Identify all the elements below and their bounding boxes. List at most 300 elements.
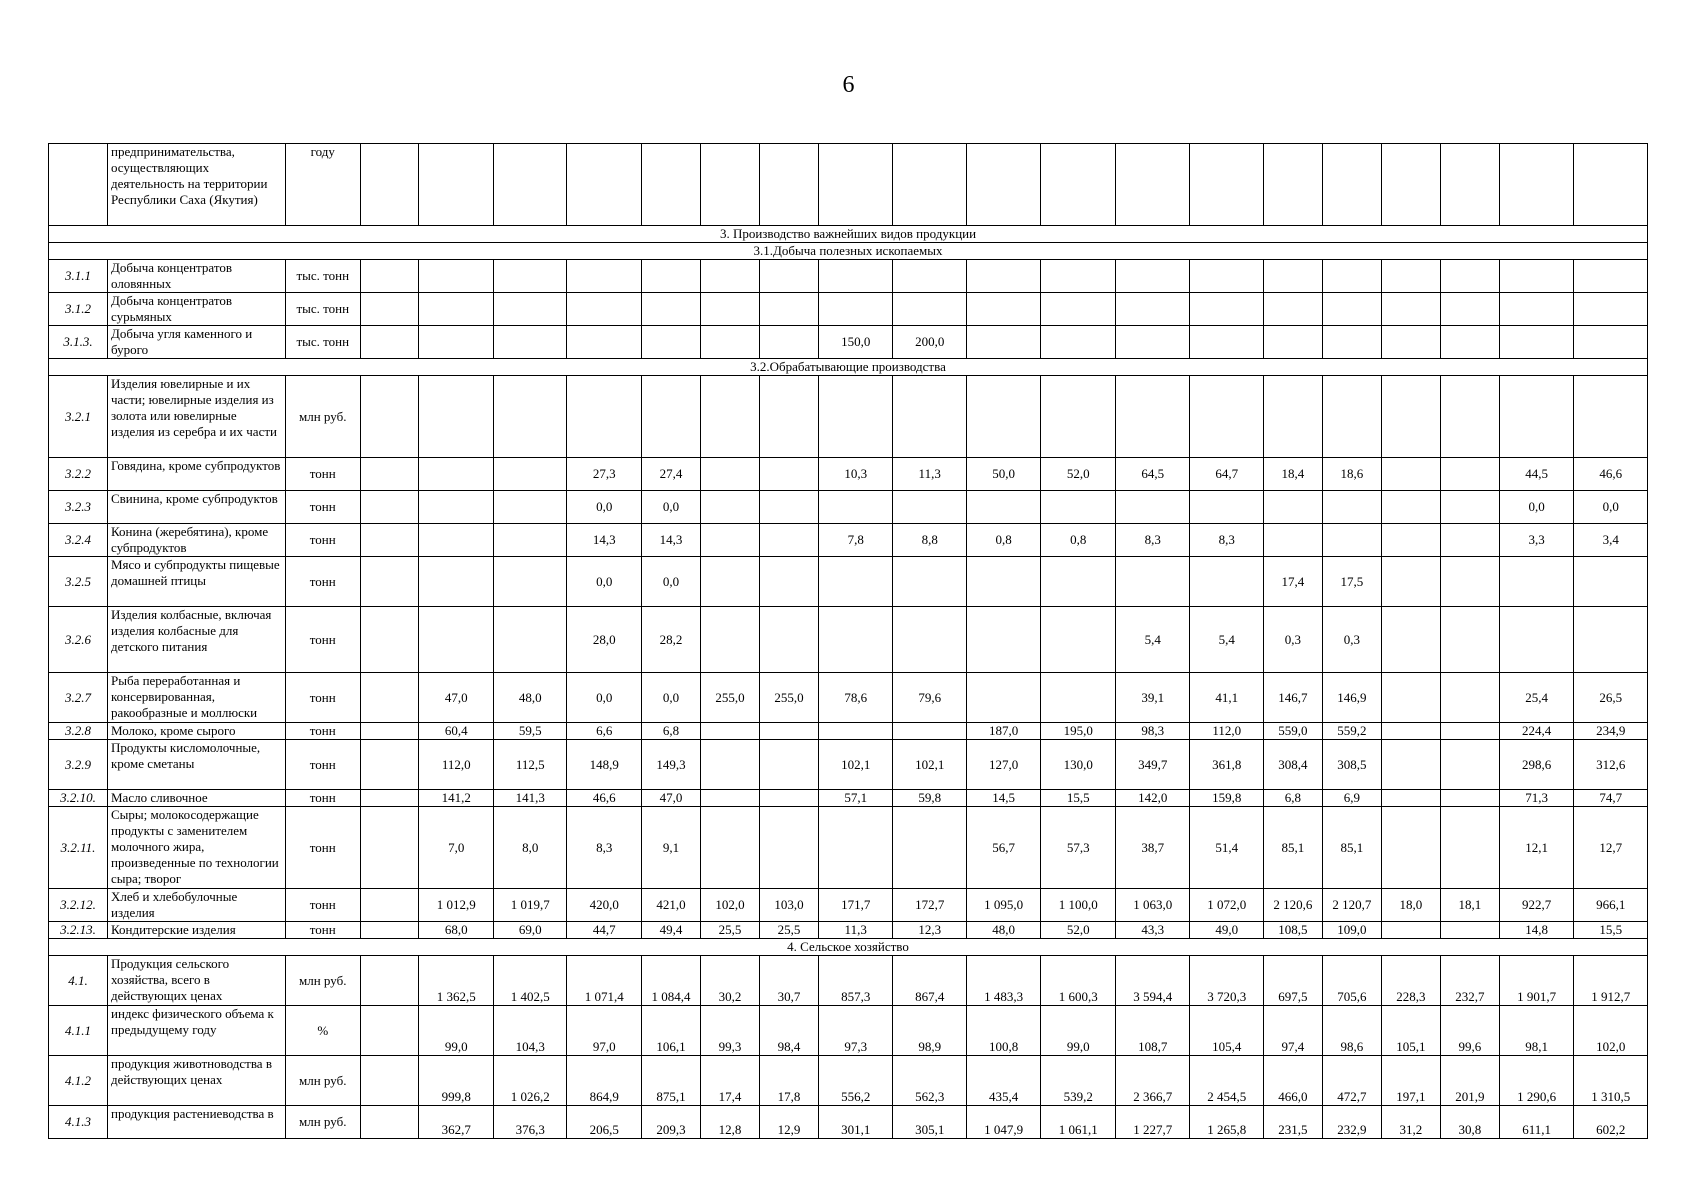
row-number: 4.1.2 bbox=[49, 1056, 108, 1106]
value-cell: 18,1 bbox=[1440, 889, 1499, 922]
value-cell bbox=[1381, 458, 1440, 491]
value-cell bbox=[494, 557, 567, 607]
value-cell: 8,3 bbox=[1115, 524, 1190, 557]
section-header-row bbox=[49, 243, 1648, 260]
value-cell bbox=[1440, 740, 1499, 790]
value-cell bbox=[1190, 144, 1263, 226]
value-cell bbox=[494, 144, 567, 226]
value-cell: 0,0 bbox=[1499, 491, 1574, 524]
value-cell bbox=[966, 491, 1041, 524]
value-cell: 98,6 bbox=[1322, 1006, 1381, 1056]
value-cell bbox=[567, 326, 642, 359]
value-cell: 1 483,3 bbox=[966, 956, 1041, 1006]
value-cell: 108,5 bbox=[1263, 922, 1322, 939]
value-cell: 57,3 bbox=[1041, 807, 1116, 889]
value-cell: 539,2 bbox=[1041, 1056, 1116, 1106]
value-cell: 99,3 bbox=[700, 1006, 759, 1056]
row-number bbox=[49, 144, 108, 226]
value-cell bbox=[1263, 491, 1322, 524]
value-cell bbox=[1440, 673, 1499, 723]
value-cell bbox=[1322, 260, 1381, 293]
value-cell: 966,1 bbox=[1574, 889, 1648, 922]
value-cell: 0,3 bbox=[1263, 607, 1322, 673]
value-cell bbox=[1263, 144, 1322, 226]
value-cell: 3,4 bbox=[1574, 524, 1648, 557]
value-cell: 7,0 bbox=[419, 807, 494, 889]
value-cell: 130,0 bbox=[1041, 740, 1116, 790]
value-cell: 8,3 bbox=[567, 807, 642, 889]
value-cell bbox=[818, 557, 893, 607]
value-cell: 25,5 bbox=[759, 922, 818, 939]
value-cell: 999,8 bbox=[419, 1056, 494, 1106]
value-cell bbox=[759, 524, 818, 557]
value-cell: 97,4 bbox=[1263, 1006, 1322, 1056]
value-cell: 435,4 bbox=[966, 1056, 1041, 1106]
indicator-name: Добыча концентратов сурьмяных bbox=[107, 293, 285, 326]
value-cell: 5,4 bbox=[1190, 607, 1263, 673]
value-cell bbox=[1440, 922, 1499, 939]
table-row bbox=[49, 458, 1648, 491]
table-row bbox=[49, 740, 1648, 790]
value-cell bbox=[1499, 260, 1574, 293]
value-cell: 875,1 bbox=[641, 1056, 700, 1106]
value-cell bbox=[1440, 807, 1499, 889]
value-cell bbox=[759, 790, 818, 807]
section-header-row bbox=[49, 226, 1648, 243]
row-number: 4.1.3 bbox=[49, 1106, 108, 1139]
value-cell: 99,6 bbox=[1440, 1006, 1499, 1056]
value-cell: 1 310,5 bbox=[1574, 1056, 1648, 1106]
value-cell: 102,0 bbox=[700, 889, 759, 922]
value-cell bbox=[1190, 376, 1263, 458]
value-cell: 0,8 bbox=[966, 524, 1041, 557]
value-cell: 146,7 bbox=[1263, 673, 1322, 723]
value-cell bbox=[1499, 326, 1574, 359]
value-cell bbox=[700, 491, 759, 524]
value-cell: 1 063,0 bbox=[1115, 889, 1190, 922]
table-row bbox=[49, 491, 1648, 524]
value-cell: 206,5 bbox=[567, 1106, 642, 1139]
value-cell: 2 120,7 bbox=[1322, 889, 1381, 922]
value-cell bbox=[1381, 491, 1440, 524]
value-cell: 1 026,2 bbox=[494, 1056, 567, 1106]
unit-of-measure: тонн bbox=[285, 673, 360, 723]
indicator-name: Продукция сельского хозяйства, всего в действующих ценах bbox=[107, 956, 285, 1006]
table-row bbox=[49, 807, 1648, 889]
value-cell bbox=[893, 293, 966, 326]
value-cell: 43,3 bbox=[1115, 922, 1190, 939]
value-cell bbox=[759, 491, 818, 524]
row-number: 3.2.9 bbox=[49, 740, 108, 790]
table-row bbox=[49, 557, 1648, 607]
value-cell: 51,4 bbox=[1190, 807, 1263, 889]
value-cell bbox=[419, 557, 494, 607]
value-cell: 11,3 bbox=[818, 922, 893, 939]
value-cell bbox=[1574, 557, 1648, 607]
value-cell bbox=[1115, 557, 1190, 607]
row-number: 3.2.6 bbox=[49, 607, 108, 673]
value-cell bbox=[1440, 524, 1499, 557]
value-cell bbox=[1440, 491, 1499, 524]
value-cell bbox=[966, 293, 1041, 326]
value-cell bbox=[1440, 326, 1499, 359]
value-cell bbox=[1381, 807, 1440, 889]
value-cell: 49,0 bbox=[1190, 922, 1263, 939]
row-number: 3.2.5 bbox=[49, 557, 108, 607]
value-cell: 85,1 bbox=[1322, 807, 1381, 889]
value-cell: 559,0 bbox=[1263, 723, 1322, 740]
value-cell bbox=[1041, 293, 1116, 326]
value-cell bbox=[641, 376, 700, 458]
indicator-name: Говядина, кроме субпродуктов bbox=[107, 458, 285, 491]
value-cell: 15,5 bbox=[1574, 922, 1648, 939]
value-cell: 102,0 bbox=[1574, 1006, 1648, 1056]
value-cell bbox=[1381, 790, 1440, 807]
value-cell: 1 290,6 bbox=[1499, 1056, 1574, 1106]
indicator-name: Мясо и субпродукты пищевые домашней птицы bbox=[107, 557, 285, 607]
value-cell: 8,3 bbox=[1190, 524, 1263, 557]
value-cell: 200,0 bbox=[893, 326, 966, 359]
value-cell: 44,7 bbox=[567, 922, 642, 939]
value-cell: 98,4 bbox=[759, 1006, 818, 1056]
value-cell: 3 594,4 bbox=[1115, 956, 1190, 1006]
value-cell: 1 100,0 bbox=[1041, 889, 1116, 922]
value-cell: 1 095,0 bbox=[966, 889, 1041, 922]
value-cell: 559,2 bbox=[1322, 723, 1381, 740]
value-cell bbox=[759, 740, 818, 790]
value-cell bbox=[1041, 260, 1116, 293]
value-cell bbox=[1041, 673, 1116, 723]
value-cell bbox=[818, 376, 893, 458]
value-cell bbox=[1041, 144, 1116, 226]
value-cell bbox=[1041, 557, 1116, 607]
value-cell: 99,0 bbox=[1041, 1006, 1116, 1056]
indicator-name: Свинина, кроме субпродуктов bbox=[107, 491, 285, 524]
value-cell bbox=[893, 723, 966, 740]
value-cell bbox=[360, 790, 419, 807]
value-cell: 6,8 bbox=[1263, 790, 1322, 807]
value-cell bbox=[494, 491, 567, 524]
row-number: 3.2.8 bbox=[49, 723, 108, 740]
value-cell: 46,6 bbox=[567, 790, 642, 807]
value-cell: 48,0 bbox=[494, 673, 567, 723]
table-row bbox=[49, 673, 1648, 723]
value-cell bbox=[494, 524, 567, 557]
value-cell: 0,0 bbox=[1574, 491, 1648, 524]
value-cell bbox=[360, 524, 419, 557]
value-cell bbox=[494, 607, 567, 673]
value-cell bbox=[641, 293, 700, 326]
table-row bbox=[49, 1106, 1648, 1139]
value-cell: 195,0 bbox=[1041, 723, 1116, 740]
value-cell bbox=[1115, 144, 1190, 226]
value-cell bbox=[1263, 376, 1322, 458]
section-header-row bbox=[49, 939, 1648, 956]
value-cell: 12,8 bbox=[700, 1106, 759, 1139]
value-cell bbox=[966, 326, 1041, 359]
value-cell bbox=[360, 144, 419, 226]
value-cell: 59,5 bbox=[494, 723, 567, 740]
value-cell: 466,0 bbox=[1263, 1056, 1322, 1106]
value-cell: 10,3 bbox=[818, 458, 893, 491]
value-cell: 1 227,7 bbox=[1115, 1106, 1190, 1139]
value-cell: 50,0 bbox=[966, 458, 1041, 491]
value-cell: 11,3 bbox=[893, 458, 966, 491]
value-cell: 14,3 bbox=[567, 524, 642, 557]
value-cell: 68,0 bbox=[419, 922, 494, 939]
unit-of-measure: тыс. тонн bbox=[285, 260, 360, 293]
value-cell bbox=[419, 376, 494, 458]
value-cell: 71,3 bbox=[1499, 790, 1574, 807]
value-cell bbox=[1440, 144, 1499, 226]
indicator-name: Изделия ювелирные и их части; ювелирные изделия из золота или ювелирные изделия из серебра и их части bbox=[107, 376, 285, 458]
value-cell: 224,4 bbox=[1499, 723, 1574, 740]
value-cell: 15,5 bbox=[1041, 790, 1116, 807]
value-cell: 18,6 bbox=[1322, 458, 1381, 491]
value-cell: 146,9 bbox=[1322, 673, 1381, 723]
unit-of-measure: тонн bbox=[285, 922, 360, 939]
value-cell bbox=[1440, 293, 1499, 326]
value-cell: 7,8 bbox=[818, 524, 893, 557]
value-cell bbox=[966, 607, 1041, 673]
unit-of-measure: млн руб. bbox=[285, 1106, 360, 1139]
value-cell bbox=[700, 557, 759, 607]
value-cell: 44,5 bbox=[1499, 458, 1574, 491]
value-cell bbox=[360, 807, 419, 889]
row-number: 3.2.11. bbox=[49, 807, 108, 889]
value-cell bbox=[641, 144, 700, 226]
value-cell bbox=[700, 458, 759, 491]
value-cell: 1 084,4 bbox=[641, 956, 700, 1006]
section-title: 3.2.Обрабатывающие производства bbox=[49, 359, 1648, 376]
table-row bbox=[49, 524, 1648, 557]
value-cell: 556,2 bbox=[818, 1056, 893, 1106]
value-cell: 30,7 bbox=[759, 956, 818, 1006]
indicator-name: Молоко, кроме сырого bbox=[107, 723, 285, 740]
value-cell bbox=[1322, 144, 1381, 226]
value-cell: 8,0 bbox=[494, 807, 567, 889]
value-cell bbox=[1381, 260, 1440, 293]
value-cell: 99,0 bbox=[419, 1006, 494, 1056]
value-cell: 1 265,8 bbox=[1190, 1106, 1263, 1139]
value-cell bbox=[1381, 673, 1440, 723]
value-cell bbox=[700, 740, 759, 790]
value-cell bbox=[1381, 740, 1440, 790]
value-cell bbox=[893, 144, 966, 226]
value-cell bbox=[1574, 144, 1648, 226]
value-cell: 17,4 bbox=[700, 1056, 759, 1106]
value-cell: 421,0 bbox=[641, 889, 700, 922]
value-cell: 362,7 bbox=[419, 1106, 494, 1139]
value-cell: 105,4 bbox=[1190, 1006, 1263, 1056]
row-number: 3.2.3 bbox=[49, 491, 108, 524]
value-cell: 1 362,5 bbox=[419, 956, 494, 1006]
unit-of-measure: тыс. тонн bbox=[285, 293, 360, 326]
value-cell bbox=[1499, 376, 1574, 458]
value-cell bbox=[494, 326, 567, 359]
value-cell bbox=[966, 144, 1041, 226]
indicator-name: продукция животноводства в действующих ценах bbox=[107, 1056, 285, 1106]
value-cell bbox=[1499, 557, 1574, 607]
unit-of-measure: тонн bbox=[285, 491, 360, 524]
indicator-name: Изделия колбасные, включая изделия колбасные для детского питания bbox=[107, 607, 285, 673]
value-cell: 1 072,0 bbox=[1190, 889, 1263, 922]
value-cell bbox=[1190, 293, 1263, 326]
value-cell: 38,7 bbox=[1115, 807, 1190, 889]
value-cell: 1 047,9 bbox=[966, 1106, 1041, 1139]
value-cell bbox=[1115, 260, 1190, 293]
unit-of-measure: тонн bbox=[285, 557, 360, 607]
unit-of-measure: тонн bbox=[285, 524, 360, 557]
value-cell bbox=[1440, 376, 1499, 458]
value-cell: 27,4 bbox=[641, 458, 700, 491]
value-cell: 864,9 bbox=[567, 1056, 642, 1106]
value-cell bbox=[567, 260, 642, 293]
value-cell bbox=[1263, 524, 1322, 557]
value-cell bbox=[700, 326, 759, 359]
value-cell: 1 402,5 bbox=[494, 956, 567, 1006]
value-cell bbox=[1381, 326, 1440, 359]
value-cell bbox=[419, 144, 494, 226]
value-cell bbox=[1499, 144, 1574, 226]
value-cell: 172,7 bbox=[893, 889, 966, 922]
table-row bbox=[49, 376, 1648, 458]
value-cell: 298,6 bbox=[1499, 740, 1574, 790]
unit-of-measure: тонн bbox=[285, 740, 360, 790]
value-cell: 109,0 bbox=[1322, 922, 1381, 939]
value-cell: 12,7 bbox=[1574, 807, 1648, 889]
value-cell: 0,0 bbox=[567, 557, 642, 607]
value-cell bbox=[360, 293, 419, 326]
value-cell bbox=[360, 889, 419, 922]
value-cell: 12,1 bbox=[1499, 807, 1574, 889]
value-cell bbox=[419, 458, 494, 491]
value-cell: 1 912,7 bbox=[1574, 956, 1648, 1006]
value-cell: 27,3 bbox=[567, 458, 642, 491]
value-cell bbox=[1322, 491, 1381, 524]
value-cell: 2 454,5 bbox=[1190, 1056, 1263, 1106]
value-cell bbox=[1190, 557, 1263, 607]
value-cell: 56,7 bbox=[966, 807, 1041, 889]
value-cell: 255,0 bbox=[700, 673, 759, 723]
value-cell: 867,4 bbox=[893, 956, 966, 1006]
value-cell: 922,7 bbox=[1499, 889, 1574, 922]
value-cell: 8,8 bbox=[893, 524, 966, 557]
value-cell bbox=[1440, 790, 1499, 807]
value-cell: 312,6 bbox=[1574, 740, 1648, 790]
value-cell bbox=[1263, 326, 1322, 359]
value-cell: 14,5 bbox=[966, 790, 1041, 807]
value-cell bbox=[360, 1056, 419, 1106]
value-cell: 12,3 bbox=[893, 922, 966, 939]
value-cell: 98,1 bbox=[1499, 1006, 1574, 1056]
value-cell: 159,8 bbox=[1190, 790, 1263, 807]
value-cell: 420,0 bbox=[567, 889, 642, 922]
value-cell: 57,1 bbox=[818, 790, 893, 807]
value-cell: 234,9 bbox=[1574, 723, 1648, 740]
value-cell bbox=[1322, 326, 1381, 359]
indicator-name: Добыча концентратов оловянных bbox=[107, 260, 285, 293]
value-cell: 102,1 bbox=[818, 740, 893, 790]
value-cell bbox=[1574, 260, 1648, 293]
value-cell: 187,0 bbox=[966, 723, 1041, 740]
value-cell: 64,5 bbox=[1115, 458, 1190, 491]
value-cell: 0,0 bbox=[641, 673, 700, 723]
value-cell bbox=[1322, 524, 1381, 557]
value-cell: 69,0 bbox=[494, 922, 567, 939]
value-cell bbox=[893, 557, 966, 607]
row-number: 3.2.13. bbox=[49, 922, 108, 939]
indicator-name: Продукты кисломолочные, кроме сметаны bbox=[107, 740, 285, 790]
unit-of-measure: тонн bbox=[285, 807, 360, 889]
value-cell bbox=[1190, 326, 1263, 359]
value-cell bbox=[818, 491, 893, 524]
value-cell bbox=[360, 491, 419, 524]
value-cell bbox=[1381, 723, 1440, 740]
value-cell bbox=[1574, 326, 1648, 359]
value-cell: 39,1 bbox=[1115, 673, 1190, 723]
value-cell bbox=[1115, 376, 1190, 458]
indicator-name: предпринимательства, осуществляющих деятельность на территории Республики Саха (Якутия) bbox=[107, 144, 285, 226]
value-cell bbox=[700, 144, 759, 226]
value-cell bbox=[419, 524, 494, 557]
value-cell: 232,7 bbox=[1440, 956, 1499, 1006]
value-cell: 74,7 bbox=[1574, 790, 1648, 807]
value-cell: 41,1 bbox=[1190, 673, 1263, 723]
indicator-name: Конина (жеребятина), кроме субпродуктов bbox=[107, 524, 285, 557]
value-cell: 308,5 bbox=[1322, 740, 1381, 790]
value-cell: 64,7 bbox=[1190, 458, 1263, 491]
value-cell: 349,7 bbox=[1115, 740, 1190, 790]
value-cell bbox=[1381, 293, 1440, 326]
value-cell: 14,8 bbox=[1499, 922, 1574, 939]
value-cell bbox=[360, 1106, 419, 1139]
value-cell: 602,2 bbox=[1574, 1106, 1648, 1139]
value-cell bbox=[1574, 293, 1648, 326]
table-row bbox=[49, 1056, 1648, 1106]
value-cell: 25,5 bbox=[700, 922, 759, 939]
unit-of-measure: тонн bbox=[285, 790, 360, 807]
value-cell: 308,4 bbox=[1263, 740, 1322, 790]
value-cell: 171,7 bbox=[818, 889, 893, 922]
value-cell bbox=[1499, 607, 1574, 673]
value-cell: 98,9 bbox=[893, 1006, 966, 1056]
indicator-name: Хлеб и хлебобулочные изделия bbox=[107, 889, 285, 922]
value-cell bbox=[419, 491, 494, 524]
value-cell bbox=[360, 557, 419, 607]
value-cell bbox=[1263, 293, 1322, 326]
unit-of-measure: тонн bbox=[285, 723, 360, 740]
value-cell bbox=[567, 376, 642, 458]
value-cell bbox=[360, 458, 419, 491]
value-cell: 1 071,4 bbox=[567, 956, 642, 1006]
table-row bbox=[49, 723, 1648, 740]
value-cell: 0,0 bbox=[567, 491, 642, 524]
value-cell: 59,8 bbox=[893, 790, 966, 807]
value-cell bbox=[1041, 326, 1116, 359]
table-row bbox=[49, 144, 1648, 226]
row-number: 3.2.10. bbox=[49, 790, 108, 807]
table-row bbox=[49, 922, 1648, 939]
value-cell bbox=[966, 376, 1041, 458]
section-title: 4. Сельское хозяйство bbox=[49, 939, 1648, 956]
value-cell bbox=[1574, 607, 1648, 673]
value-cell: 100,8 bbox=[966, 1006, 1041, 1056]
value-cell: 142,0 bbox=[1115, 790, 1190, 807]
value-cell: 6,9 bbox=[1322, 790, 1381, 807]
value-cell: 17,8 bbox=[759, 1056, 818, 1106]
value-cell: 18,0 bbox=[1381, 889, 1440, 922]
